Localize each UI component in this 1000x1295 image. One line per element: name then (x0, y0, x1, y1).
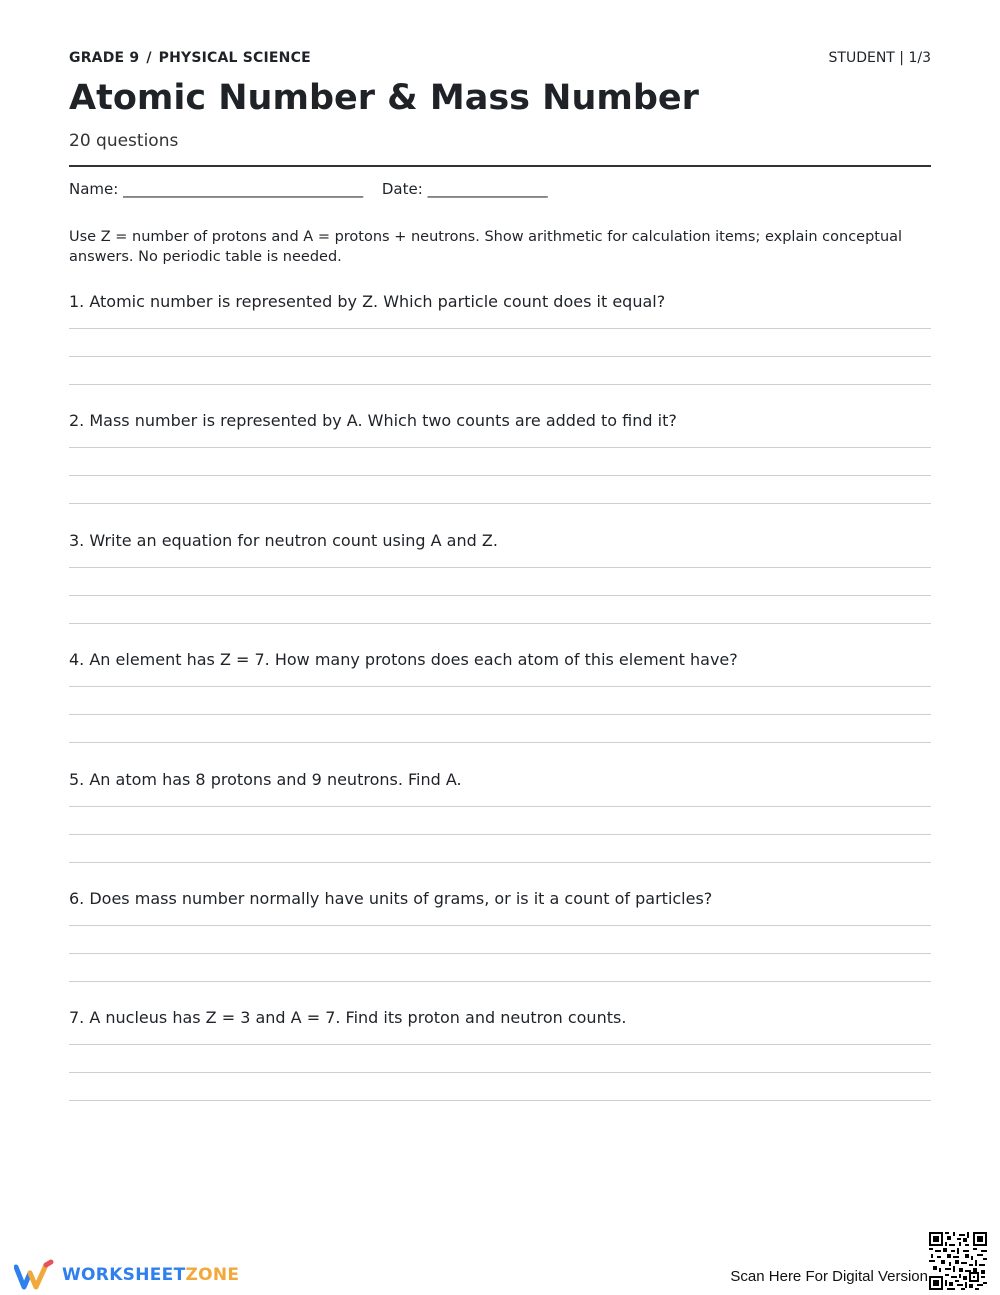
instructions: Use Z = number of protons and A = protons + neutrons. Show arithmetic for calculation items; explain conceptual answers. No periodic table is needed. (69, 229, 903, 265)
question-count: 20 questions (69, 131, 179, 151)
brand-logo[interactable] (14, 1258, 239, 1292)
date-label: Date: (381, 180, 423, 198)
student-fields (69, 180, 548, 198)
answer-line[interactable] (69, 595, 931, 596)
question-item (69, 291, 931, 410)
answer-line[interactable] (69, 925, 931, 926)
qr-code-icon[interactable] (929, 1232, 987, 1290)
question-item (69, 769, 931, 888)
question-text: 5. An atom has 8 protons and 9 neutrons. Find A. (69, 769, 462, 789)
question-text: 7. A nucleus has Z = 3 and A = 7. Find its proton and neutron counts. (69, 1008, 627, 1028)
question-list (69, 291, 931, 1127)
answer-line[interactable] (69, 328, 931, 329)
question-item (69, 410, 931, 529)
grade-label: GRADE 9 (69, 50, 140, 66)
answer-line[interactable] (69, 714, 931, 715)
header-divider (69, 165, 931, 167)
answer-line[interactable] (69, 834, 931, 835)
worksheet-page (69, 0, 931, 1295)
date-field[interactable]: ________________ (427, 180, 548, 198)
question-text: 3. Write an equation for neutron count using A and Z. (69, 530, 498, 550)
worksheet-header (69, 50, 931, 70)
answer-line[interactable] (69, 686, 931, 687)
scan-prompt: Scan Here For Digital Version (730, 1268, 928, 1285)
question-text: 1. Atomic number is represented by Z. Which particle count does it equal? (69, 292, 666, 311)
question-item (69, 649, 931, 768)
answer-line[interactable] (69, 953, 931, 954)
brand-name (62, 1265, 239, 1285)
course-separator: / (146, 50, 152, 66)
answer-line[interactable] (69, 503, 931, 504)
answer-line[interactable] (69, 567, 931, 568)
brand-name-part1: WORKSHEET (62, 1265, 186, 1285)
question-text: 2. Mass number is represented by A. Which two counts are added to find it? (69, 411, 677, 431)
brand-name-part2: ZONE (185, 1265, 240, 1285)
answer-line[interactable] (69, 981, 931, 982)
page-title: Atomic Number & Mass Number (69, 78, 699, 118)
answer-line[interactable] (69, 742, 931, 743)
name-label: Name: (69, 180, 119, 198)
question-text: 6. Does mass number normally have units of grams, or is it a count of particles? (69, 888, 713, 908)
answer-line[interactable] (69, 623, 931, 624)
answer-line[interactable] (69, 1044, 931, 1045)
answer-line[interactable] (69, 862, 931, 863)
question-text: 4. An element has Z = 7. How many protons does each atom of this element have? (69, 650, 738, 670)
answer-line[interactable] (69, 384, 931, 385)
page-indicator: STUDENT | 1/3 (828, 50, 931, 66)
answer-line[interactable] (69, 806, 931, 807)
answer-line[interactable] (69, 475, 931, 476)
subject-label: PHYSICAL SCIENCE (158, 50, 311, 66)
worksheetzone-logo-icon (14, 1259, 54, 1291)
answer-line[interactable] (69, 1100, 931, 1101)
name-field[interactable]: ________________________________ (123, 180, 364, 198)
answer-line[interactable] (69, 447, 931, 448)
answer-line[interactable] (69, 356, 931, 357)
question-item (69, 888, 931, 1007)
question-item (69, 1007, 931, 1126)
course-label (69, 50, 311, 66)
answer-line[interactable] (69, 1072, 931, 1073)
question-item (69, 530, 931, 649)
